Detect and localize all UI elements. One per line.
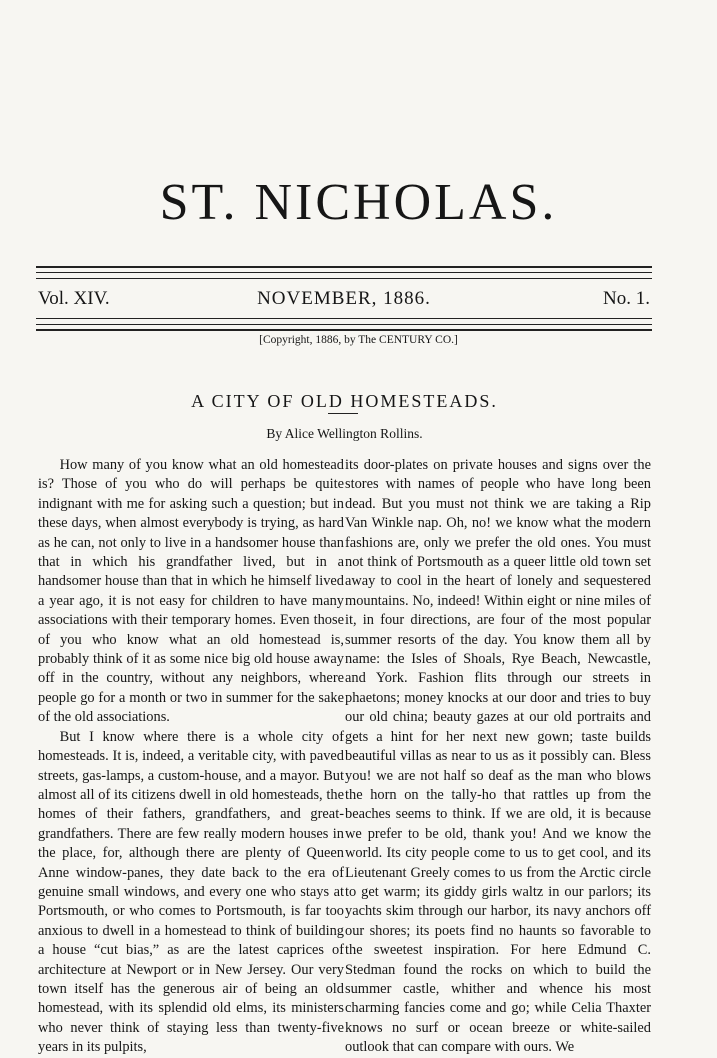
issue-date: NOVEMBER, 1886.: [257, 288, 431, 309]
volume-label: Vol. XIV.: [38, 288, 110, 309]
article-paragraph: How many of you know what an old homestead is? Those of you who do will perhaps be quite indignant with me for asking such a question; but in these days, when almost everybody is trying, as hard as he can, not only to live in a handsomer house than that in which his grandfather lived, but in a handsomer house than that in which he himself lived a year ago, it is not easy for children to have many associations with their temporary homes. Even those of you who know what an old homestead is, probably think of it as some nice big old house away off in the country, without any neighbors, where people go for a month or two in summer for the sake of the old associations.: [38, 457, 344, 726]
masthead-rule-top-2: [36, 272, 652, 273]
article-column-left: [38, 456, 344, 1058]
masthead-rule-bottom-2: [36, 324, 652, 325]
masthead-title: ST. NICHOLAS.: [159, 174, 558, 231]
issue-line: [38, 284, 650, 314]
masthead-rule-bottom-1: [36, 318, 652, 319]
article-paragraph: its door-plates on private houses and signs over the stores with names of people who have long been dead. But you must not think we are taking a Rip Van Winkle nap. Oh, no! we know what the modern fashions are, only we prefer the old ones. You must not think of Portsmouth as a queer little old town set away to cool in the heart of lonely and sequestered mountains. No, indeed! Within eight or nine miles of it, in four directions, are four of the most popular summer resorts of the day. You know them all by name: the Isles of Shoals, Rye Beach, Newcastle, and York. Fashion flits through our streets in phaetons; money knocks at our door and tries to buy our old china; beauty gazes at our old portraits and gets a hint for her next new gown; taste builds beautiful villas as near to us as it possibly can. Bless you! we are not half so deaf as the man who blows the horn on the tally-ho that rattles up from the beaches seems to think. If we are old, it is because we prefer to be old, thank you! And we know the world. Its city people come to us to get cool, and its Lieutenant Greely comes to us from the Arctic circle to get warm; its giddy girls waltz in our parlors; its yachts skim through our harbor, its navy anchors off our shores; its poets find no haunts so favorable to the sweetest inspiration. For here Edmund C. Stedman found the rocks on which to build the summer castle, whither and whence his most charming fancies come and go; while Celia Thaxter knows no surf or ocean breeze or white-sailed outlook that can compare with ours. We: [345, 457, 651, 1056]
article-column-right: [345, 456, 651, 1058]
title-divider: [328, 413, 358, 414]
copyright-notice: [Copyright, 1886, by The CENTURY CO.]: [259, 334, 458, 346]
issue-number: No. 1.: [603, 288, 650, 309]
masthead-rule-top-3: [36, 278, 652, 279]
article-paragraph: But I know where there is a whole city of homesteads. It is, indeed, a veritable city, with paved streets, gas-lamps, a custom-house, and a mayor. But almost all of its citizens dwell in old homesteads, the homes of their fathers, grandfathers, and great-grandfathers. There are few really modern houses in the place, for, although there are plenty of Queen Anne window-panes, they date back to the era of genuine small windows, and every one who stays at Portsmouth, or who comes to Portsmouth, is far too anxious to dwell in a homestead to think of building a house “cut bias,” as are the latest caprices of architecture at Newport or in New Jersey. Our very town itself has the generous air of being an old homestead, with its splendid old elms, its ministers who never think of staying less than twenty-five years in its pulpits,: [38, 728, 344, 1056]
masthead-rule-top: [36, 266, 652, 268]
article-byline: By Alice Wellington Rollins.: [266, 426, 423, 441]
article-title: A CITY OF OLD HOMESTEADS.: [191, 391, 498, 411]
